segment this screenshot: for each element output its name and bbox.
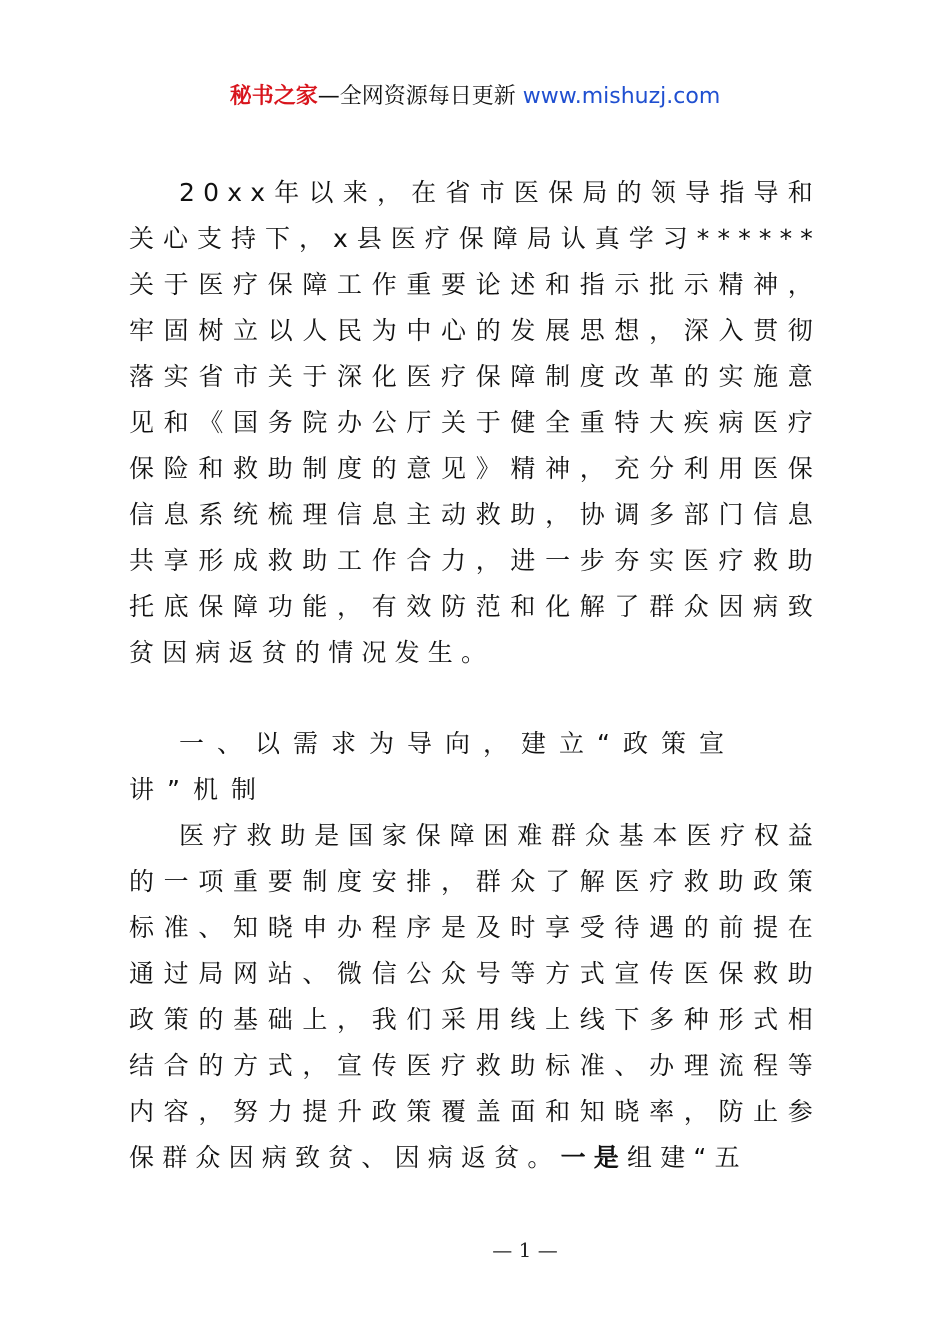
intro-paragraph: 20xx年以来，在省市医保局的领导指导和关心支持下，x县医疗保障局认真学习******关于医疗保障工作重要论述和指示批示精神，牢固树立以人民为中心的发展思想，深入贯彻落实省市关于深化医疗保障制度改革的实施意见和《国务院办公厅关于健全重特大疾病医疗保险和救助制度的意见》精神，充分利用医保信息系统梳理信息主动救助，协调多部门信息共享形成救助工作合力，进一步夯实医疗救助托底保障功能，有效防范和化解了群众因病致贫因病返贫的情况发生。 (129, 178, 821, 667)
document-body (129, 170, 821, 1181)
header-tagline: —全网资源每日更新 (317, 84, 516, 109)
trailing-text: 组建“五 (627, 1143, 748, 1172)
brand-name: 秘书之家 (229, 84, 318, 109)
section-paragraph-text: 医疗救助是国家保障困难群众基本医疗权益的一项重要制度安排，群众了解医疗救助政策标准、知晓申办程序是及时享受待遇的前提在通过局网站、微信公众号等方式宣传医保救助政策的基础上，我们采用线上线下多种形式相结合的方式，宣传医疗救助标准、办理流程等内容，努力提升政策覆盖面和知晓率，防止参保群众因病致贫、因病返贫。 (129, 821, 821, 1172)
page-number: — 1 — (492, 1238, 558, 1262)
page-header (0, 80, 950, 114)
section-heading: 一、以需求为导向，建立“政策宣讲”机制 (129, 729, 737, 804)
bold-lead-text: 一是 (560, 1143, 628, 1172)
site-url-link[interactable]: www.mishuzj.com (522, 84, 721, 109)
section-paragraph (129, 813, 821, 1181)
